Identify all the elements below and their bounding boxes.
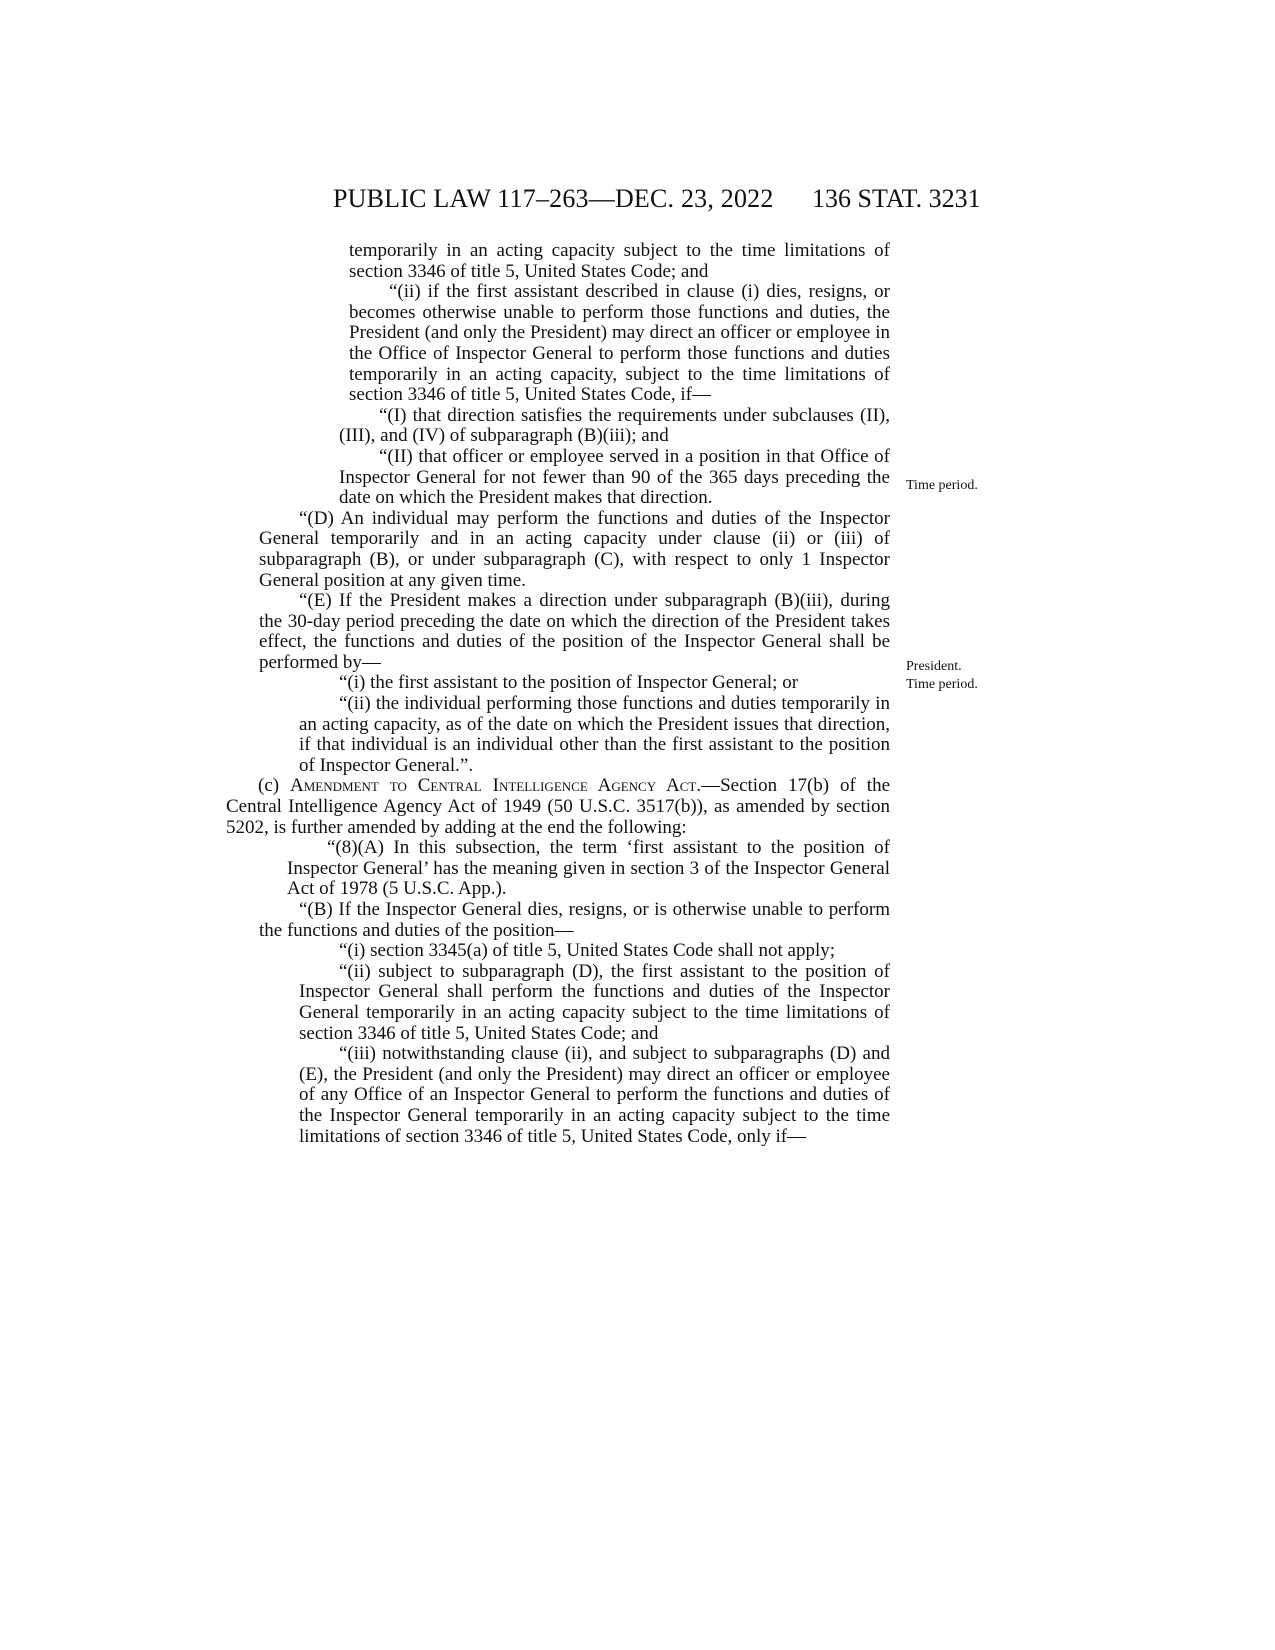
clause-c-ii: “(ii) if the first assistant described in clause (i) dies, resigns, or becomes otherwise unable to perform those functions and duties, the President (and only the President) may direct an officer or employee in the Office of Inspector General to perform those functions and duties temporarily in an acting capacity, subject to the time limitations of section 3346 of title 5, United States Code, if— [349,281,890,406]
subparagraph-E: “(E) If the President makes a direction under subparagraph (B)(iii), during the 30-day period preceding the date on which the direction of the President takes effect, the functions and duties of the position of the Inspector General shall be performed by— [259,590,890,673]
statute-text [226,241,890,1147]
clause-B-iii: “(iii) notwithstanding clause (ii), and subject to subparagraphs (D) and (E), the President (and only the President) may direct an officer or employee of any Office of an Inspector General to perform the functions and duties of the Inspector General temporarily in an acting capacity subject to the time limitations of section 3346 of title 5, United States Code, only if— [299,1043,890,1147]
clause-E-ii: “(ii) the individual performing those functions and duties temporarily in an acting capacity, as of the date on which the President issues that direction, if that individual is an individual other than the first assistant to the position of Inspector General.”. [299,693,890,776]
subsection-c [226,776,890,838]
margin-note-time-period-2: Time period. [906,677,978,692]
paragraph-8-A: “(8)(A) In this subsection, the term ‘first assistant to the position of Inspector General’ has the meaning given in section 3 of the Inspector General Act of 1978 (5 U.S.C. App.). [287,837,890,900]
subsection-c-text: —Section 17(b) of the Central Intelligence Agency Act of 1949 (50 U.S.C. 3517(b)), as amended by section 5202, is further amended by adding at the end the following: [226,775,891,838]
paragraph-continuation: temporarily in an acting capacity subject to the time limitations of section 3346 of title 5, United States Code; and [349,240,890,282]
clause-B-i: “(i) section 3345(a) of title 5, United States Code shall not apply; [339,940,836,962]
paragraph-8-B: “(B) If the Inspector General dies, resigns, or is otherwise unable to perform the functions and duties of the position— [259,899,890,941]
margin-note-president: President. [906,659,962,674]
subclause-I: “(I) that direction satisfies the requirements under subclauses (II), (III), and (IV) of subparagraph (B)(iii); and [339,404,890,447]
clause-B-ii: “(ii) subject to subparagraph (D), the first assistant to the position of Inspector General shall perform the functions and duties of the Inspector General temporarily in an acting capacity subject to the time limitations of section 3346 of title 5, United States Code; and [299,960,890,1044]
running-header-title: PUBLIC LAW 117–263—DEC. 23, 2022 [333,184,774,213]
subclause-II: “(II) that officer or employee served in a position in that Office of Inspector General for not fewer than 90 of the 365 days preceding the date on which the President makes that direction. [339,445,890,509]
margin-note-time-period: Time period. [906,478,978,493]
clause-E-i: “(i) the first assistant to the position of Inspector General; or [339,672,799,694]
running-header-stat-page: 136 STAT. 3231 [812,184,981,213]
subparagraph-D: “(D) An individual may perform the functions and duties of the Inspector General temporarily and in an acting capacity under clause (ii) or (iii) of subparagraph (B), or under subparagraph (C), with respect to only 1 Inspector General position at any given time. [259,507,890,591]
subsection-c-label: (c) [258,775,291,797]
subsection-c-heading: Amendment to Central Intelligence Agency Act. [290,775,702,797]
